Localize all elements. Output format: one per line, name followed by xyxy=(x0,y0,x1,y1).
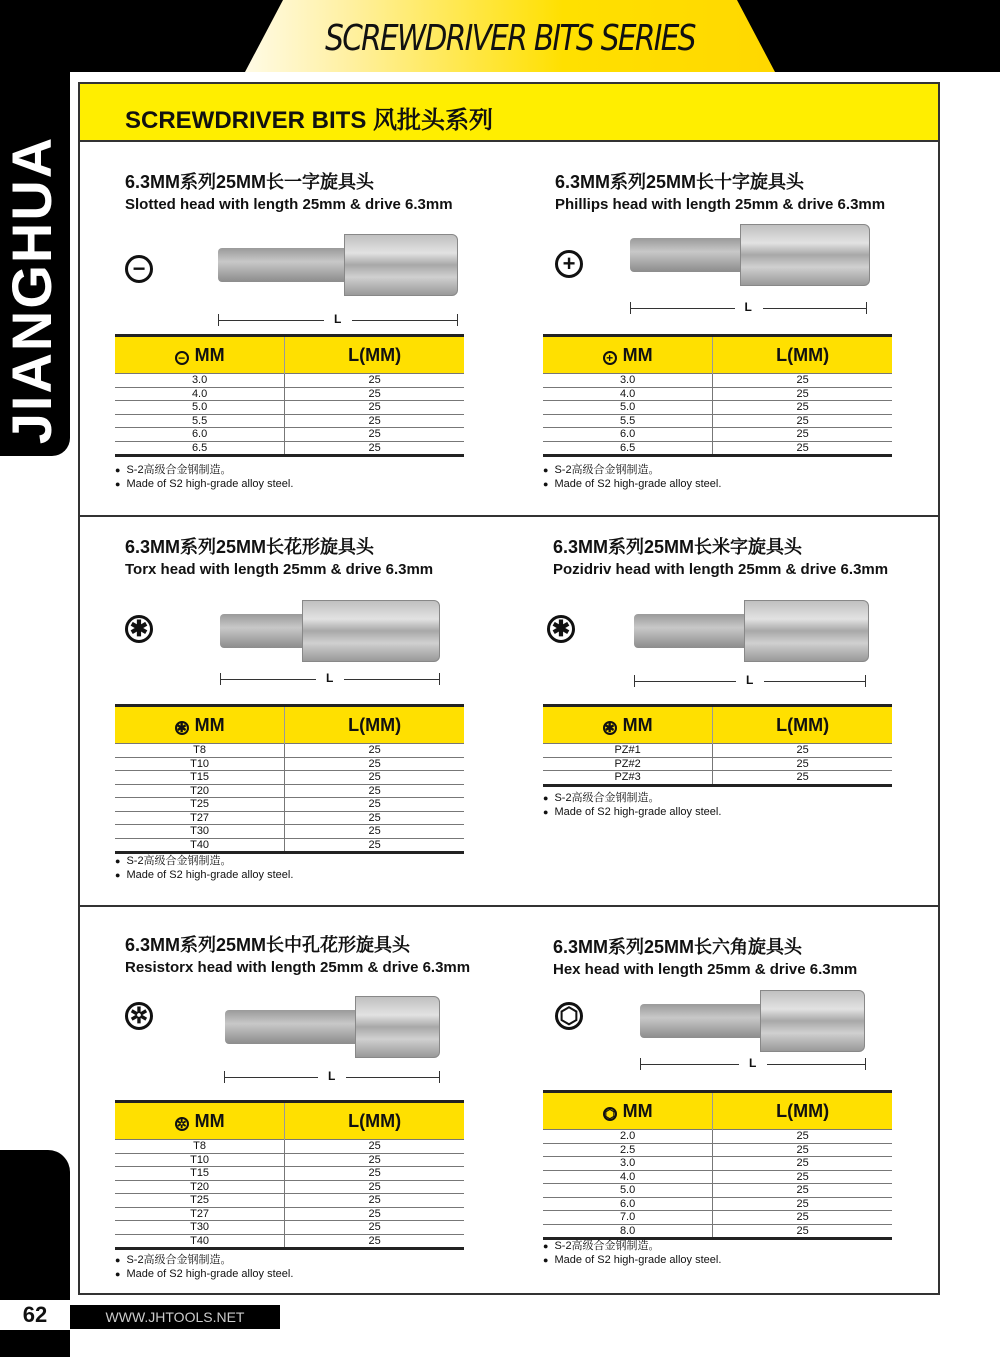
material-notes: ● S-2高级合金钢制造。 ● Made of S2 high-grade alloy steel. xyxy=(115,1253,293,1281)
col-length-header: L(MM) xyxy=(285,1102,464,1140)
material-notes: ● S-2高级合金钢制造。 ● Made of S2 high-grade alloy steel. xyxy=(543,1239,721,1267)
col-length-header: L(MM) xyxy=(285,336,464,374)
spec-table xyxy=(115,704,464,854)
table-row: 5.0 25 xyxy=(543,1184,892,1198)
length-dimension xyxy=(218,314,458,326)
dimension-label: L xyxy=(746,673,754,687)
table-row: T10 25 xyxy=(115,1153,464,1167)
title-cn: 6.3MM系列25MM长六角旋具头 xyxy=(553,937,803,957)
torx-icon: ✱ xyxy=(125,615,153,643)
row-divider xyxy=(80,905,938,907)
length-dimension xyxy=(630,302,867,314)
section-resistorx xyxy=(125,931,545,976)
table-row: T40 25 xyxy=(115,1234,464,1249)
section-header xyxy=(80,84,938,142)
title-cn: 6.3MM系列25MM长米字旋具头 xyxy=(553,537,803,557)
table-row: T25 25 xyxy=(115,1194,464,1208)
brand-name: JIANGHUA xyxy=(0,135,63,445)
spec-table xyxy=(543,334,892,457)
resistorx-icon: ✲ xyxy=(125,1002,153,1030)
section-torx xyxy=(125,533,545,578)
table-row: T40 25 xyxy=(115,838,464,853)
length-dimension xyxy=(220,673,440,685)
table-row: 5.5 25 xyxy=(543,414,892,428)
col-length-header: L(MM) xyxy=(285,706,464,744)
table-row: 4.0 25 xyxy=(543,387,892,401)
dimension-label: L xyxy=(744,300,752,314)
table-row: T10 25 xyxy=(115,757,464,771)
bottom-side-tab-lower xyxy=(0,1330,70,1357)
table-row: 7.0 25 xyxy=(543,1211,892,1225)
bit-image xyxy=(218,234,458,296)
table-row: PZ#2 25 xyxy=(543,757,892,771)
table-row: 2.0 25 xyxy=(543,1130,892,1144)
table-row: 4.0 25 xyxy=(115,387,464,401)
phillips-icon: + xyxy=(603,351,617,365)
bit-image xyxy=(630,224,870,286)
torx-icon: ✱ xyxy=(176,720,187,735)
title-en: Resistorx head with length 25mm & drive 6.3mm xyxy=(125,959,471,976)
table-row: 3.0 25 xyxy=(543,374,892,388)
bit-image xyxy=(225,996,440,1058)
col-length-header: L(MM) xyxy=(713,336,892,374)
length-dimension xyxy=(640,1058,866,1070)
table-row: 6.0 25 xyxy=(115,428,464,442)
table-row: 6.0 25 xyxy=(543,428,892,442)
material-notes: ● S-2高级合金钢制造。 ● Made of S2 high-grade alloy steel. xyxy=(115,854,293,882)
spec-table xyxy=(543,1090,892,1240)
bit-image xyxy=(220,600,440,662)
col-size-header: ✱ MM xyxy=(543,706,713,744)
bit-image xyxy=(640,990,865,1052)
table-row: T20 25 xyxy=(115,784,464,798)
section-slotted xyxy=(125,168,545,213)
table-row: PZ#1 25 xyxy=(543,744,892,758)
col-size-header: − MM xyxy=(115,336,285,374)
pozidriv-icon: ✱ xyxy=(547,615,575,643)
table-row: 5.5 25 xyxy=(115,414,464,428)
title-en: Torx head with length 25mm & drive 6.3mm xyxy=(125,561,434,578)
section-pozidriv xyxy=(553,533,973,578)
col-length-header: L(MM) xyxy=(713,1092,892,1130)
col-size-header: ✲ MM xyxy=(115,1102,285,1140)
title-cn: 6.3MM系列25MM长一字旋具头 xyxy=(125,172,375,192)
header-title: SCREWDRIVER BITS 风批头系列 xyxy=(125,107,494,134)
table-row: 6.5 25 xyxy=(115,441,464,456)
dimension-label: L xyxy=(749,1056,757,1070)
table-row: T30 25 xyxy=(115,1221,464,1235)
material-notes: ● S-2高级合金钢制造。 ● Made of S2 high-grade alloy steel. xyxy=(543,463,721,491)
dimension-label: L xyxy=(328,1069,336,1083)
col-size-header: + MM xyxy=(543,336,713,374)
title-en: Pozidriv head with length 25mm & drive 6.3mm xyxy=(553,561,889,578)
table-row: T25 25 xyxy=(115,798,464,812)
phillips-icon: + xyxy=(555,250,583,278)
title-en: Slotted head with length 25mm & drive 6.3mm xyxy=(125,196,453,213)
row-divider xyxy=(80,515,938,517)
table-row: T30 25 xyxy=(115,825,464,839)
table-row: 3.0 25 xyxy=(115,374,464,388)
page-number: 62 xyxy=(22,1302,48,1327)
length-dimension xyxy=(634,675,866,687)
table-row: 5.0 25 xyxy=(115,401,464,415)
table-row: T15 25 xyxy=(115,1167,464,1181)
table-row: T20 25 xyxy=(115,1180,464,1194)
section-hex xyxy=(553,933,973,978)
dimension-label: L xyxy=(326,671,334,685)
table-row: 3.0 25 xyxy=(543,1157,892,1171)
table-row: T27 25 xyxy=(115,1207,464,1221)
col-size-header: ✱ MM xyxy=(115,706,285,744)
length-dimension xyxy=(224,1071,440,1083)
slotted-icon: − xyxy=(125,255,153,283)
table-row: 6.5 25 xyxy=(543,441,892,456)
table-row: T27 25 xyxy=(115,811,464,825)
bit-image xyxy=(634,600,869,662)
hex-icon: ⬡ xyxy=(604,1106,616,1121)
table-row: 8.0 25 xyxy=(543,1224,892,1239)
brand-side-tab xyxy=(0,40,70,456)
table-row: 6.0 25 xyxy=(543,1197,892,1211)
dimension-label: L xyxy=(334,312,342,326)
table-row: 2.5 25 xyxy=(543,1143,892,1157)
table-row: T15 25 xyxy=(115,771,464,785)
bottom-side-tab xyxy=(0,1150,70,1300)
section-phillips xyxy=(555,168,975,213)
title-cn: 6.3MM系列25MM长花形旋具头 xyxy=(125,537,375,557)
material-notes: ● S-2高级合金钢制造。 ● Made of S2 high-grade alloy steel. xyxy=(543,791,721,819)
table-row: PZ#3 25 xyxy=(543,771,892,786)
spec-table xyxy=(543,704,892,787)
resistorx-icon: ✲ xyxy=(176,1116,187,1131)
table-row: T8 25 xyxy=(115,1140,464,1154)
table-row: T8 25 xyxy=(115,744,464,758)
spec-table xyxy=(115,334,464,457)
table-row: 4.0 25 xyxy=(543,1170,892,1184)
hex-icon: ⬡ xyxy=(555,1002,583,1030)
col-length-header: L(MM) xyxy=(713,706,892,744)
col-size-header: ⬡ MM xyxy=(543,1092,713,1130)
material-notes: ● S-2高级合金钢制造。 ● Made of S2 high-grade alloy steel. xyxy=(115,463,293,491)
banner-title: SCREWDRIVER BITS SERIES xyxy=(325,18,695,59)
title-cn: 6.3MM系列25MM长十字旋具头 xyxy=(555,172,805,192)
website-link[interactable]: WWW.JHTOOLS.NET xyxy=(70,1305,280,1329)
spec-table xyxy=(115,1100,464,1250)
title-cn: 6.3MM系列25MM长中孔花形旋具头 xyxy=(125,935,411,955)
table-row: 5.0 25 xyxy=(543,401,892,415)
pozidriv-icon: ✱ xyxy=(604,720,615,735)
title-en: Hex head with length 25mm & drive 6.3mm xyxy=(553,961,858,978)
slotted-icon: − xyxy=(175,351,189,365)
title-en: Phillips head with length 25mm & drive 6.3mm xyxy=(555,196,886,213)
